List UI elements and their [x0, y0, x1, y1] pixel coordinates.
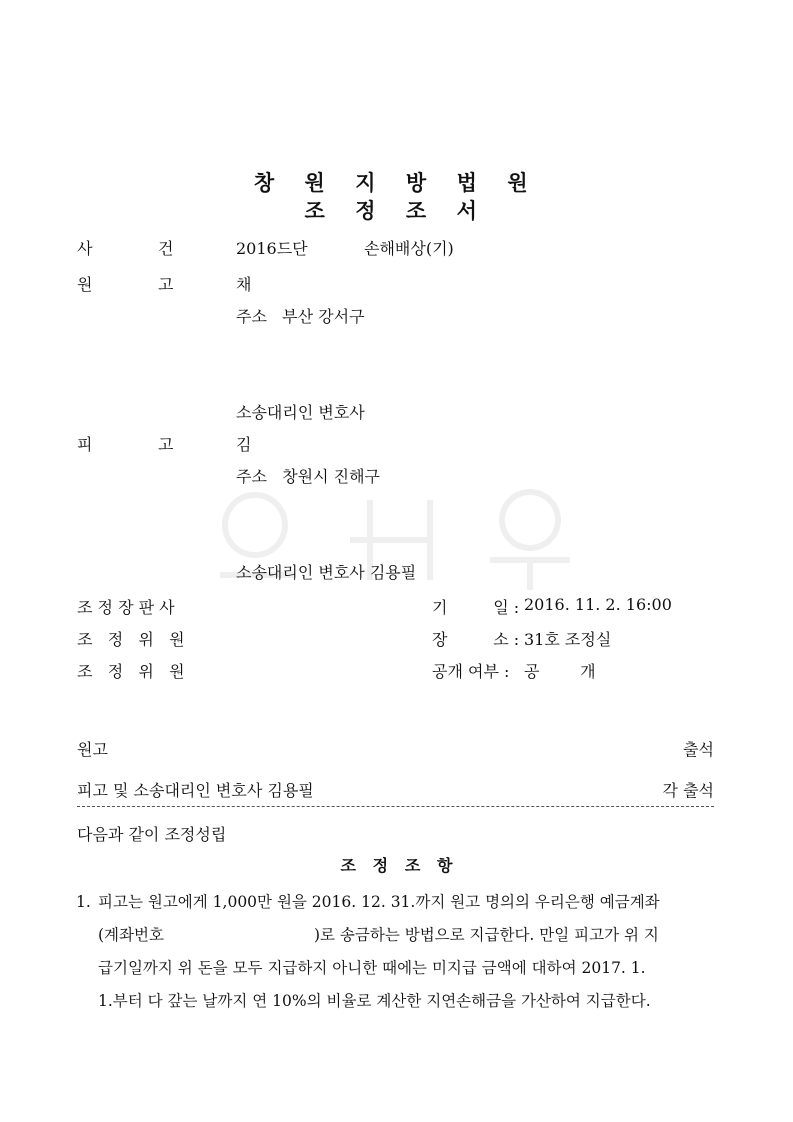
session-public-label: 공개 여부 : [432, 662, 510, 681]
official-mediator-1: 조 정 위 원 [77, 630, 185, 649]
defendant-attorney: 소송대리인 변호사 김용필 [236, 563, 417, 582]
term-line: 1.부터 다 갚는 날까지 연 10%의 비율로 계산한 지연손해금을 가산하여 지급한다. [98, 992, 651, 1010]
court-title: 창 원 지 방 법 원 [253, 171, 540, 195]
term-account-label: (계좌번호 [98, 926, 164, 944]
case-name: 손해배상(기) [364, 239, 454, 258]
plaintiff-name: 채 [236, 275, 252, 294]
settlement-statement: 다음과 같이 조정성립 [77, 825, 227, 844]
defendant-label-2: 고 [158, 435, 174, 454]
session-place-value: 31호 조정실 [524, 630, 612, 649]
divider-dashed [77, 806, 714, 807]
document-title: 조 정 조 서 [304, 199, 489, 223]
term-line: 피고는 원고에게 1,000만 원을 2016. 12. 31.까지 원고 명의의 우리은행 예금계좌 [98, 893, 660, 911]
attendance-status: 출석 [683, 740, 714, 759]
session-public-value: 공 개 [524, 662, 596, 681]
official-presiding-judge: 조 정 장 판 사 [77, 598, 175, 617]
case-number: 2016드단 [236, 239, 308, 258]
case-label-2: 건 [158, 239, 174, 258]
defendant-address: 주소 창원시 진해구 [236, 467, 380, 486]
session-date-value: 2016. 11. 2. 16:00 [524, 595, 672, 614]
plaintiff-label-2: 고 [158, 275, 174, 294]
case-label-1: 사 [77, 239, 93, 258]
plaintiff-attorney: 소송대리인 변호사 [236, 403, 365, 422]
defendant-label-1: 피 [77, 435, 93, 454]
session-place-label: 장 소 : [432, 630, 520, 649]
term-line-rest: )로 송금하는 방법으로 지급한다. 만일 피고가 위 지 [313, 926, 659, 944]
attendance-status: 각 출석 [662, 781, 714, 800]
attendance-party: 원고 [77, 740, 108, 759]
session-date-label: 기 일 : [432, 598, 520, 617]
defendant-name: 김 [236, 435, 252, 454]
term-item [76, 886, 716, 1018]
term-line: 급기일까지 위 돈을 모두 지급하지 아니한 때에는 미지급 금액에 대하여 2017. 1. [98, 959, 646, 977]
term-number: 1. [76, 893, 91, 911]
terms-heading: 조 정 조 항 [340, 856, 453, 875]
plaintiff-label-1: 원 [77, 275, 93, 294]
attendance-party: 피고 및 소송대리인 변호사 김용필 [77, 781, 314, 800]
official-mediator-2: 조 정 위 원 [77, 662, 185, 681]
term-line [98, 919, 716, 952]
plaintiff-address: 주소 부산 강서구 [236, 307, 365, 326]
